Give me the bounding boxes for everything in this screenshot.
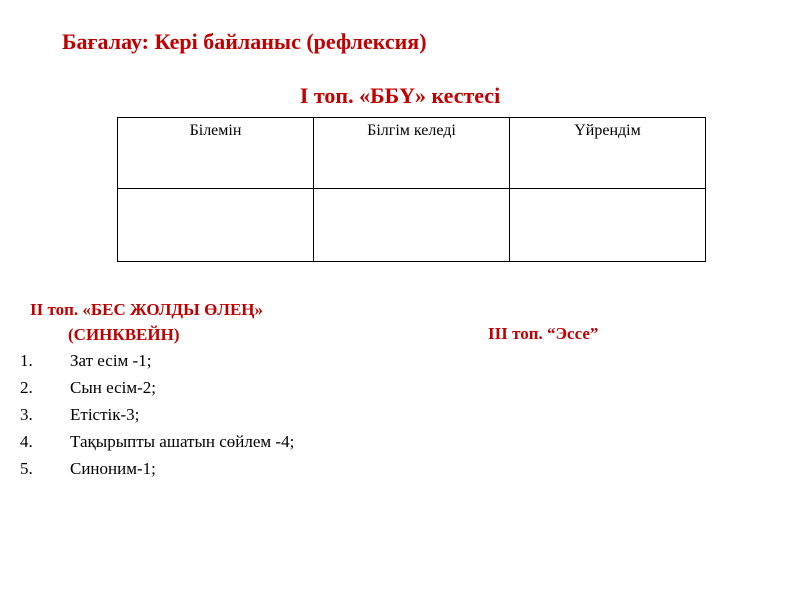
list-item-number: 2.: [20, 378, 33, 397]
list-item-text: Етістік-3;: [70, 405, 140, 424]
table-header-want-to-know: Білгім келеді: [314, 118, 510, 189]
group1-title: [0, 82, 800, 110]
bbu-table: [117, 117, 706, 262]
list-item-text: Синоним-1;: [70, 459, 156, 478]
list-item-number: 1.: [20, 351, 33, 370]
list-item: [20, 347, 294, 374]
list-item-text: Тақырыпты ашатын сөйлем -4;: [70, 432, 295, 451]
group3-title: ІІІ топ. “Эссе”: [488, 324, 599, 343]
list-item-number: 5.: [20, 459, 33, 478]
table-cell: [118, 189, 314, 262]
table-cell: [314, 189, 510, 262]
group2-title: [30, 297, 360, 347]
list-item: [20, 374, 294, 401]
group1-title-text: І топ. «ББҮ» кестесі: [299, 83, 501, 108]
list-item: [20, 428, 294, 455]
table-row: [118, 189, 706, 262]
list-item-text: Сын есім-2;: [70, 378, 156, 397]
list-item: [20, 401, 294, 428]
list-item-number: 3.: [20, 405, 33, 424]
page-title: Бағалау: Кері байланыс (рефлексия): [62, 29, 427, 54]
cinquain-steps-list: [20, 347, 294, 482]
table-header-learned: Үйрендім: [510, 118, 706, 189]
list-item: [20, 455, 294, 482]
list-item-number: 4.: [20, 432, 33, 451]
table-header-know: Білемін: [118, 118, 314, 189]
group2-title-line1: ІІ топ. «БЕС ЖОЛДЫ ӨЛЕҢ»: [30, 300, 264, 319]
list-item-text: Зат есім -1;: [70, 351, 152, 370]
group2-title-line2: (СИНКВЕЙН): [68, 325, 180, 344]
table-header-row: [118, 118, 706, 189]
table-cell: [510, 189, 706, 262]
